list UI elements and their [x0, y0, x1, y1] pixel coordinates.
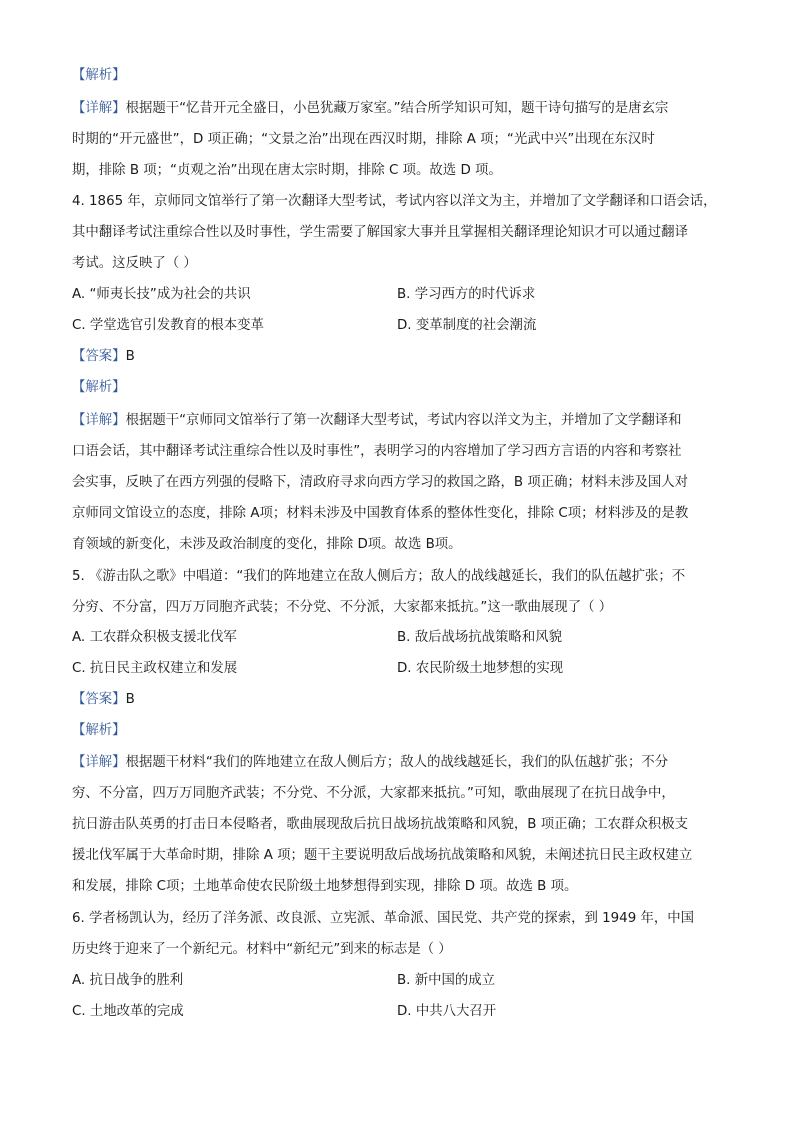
q5-stem-line-1: 5. 《游击队之歌》中唱道：“我们的阵地建立在敌人侧后方；敌人的战线越延长，我们的队伍越扩张；不	[72, 569, 686, 584]
q4-detail-line-5: 育领域的新变化，未涉及政治制度的变化，排除 D项。故选 B项。	[72, 537, 462, 552]
q3-analysis-label: 【解析】	[72, 68, 126, 83]
q4-detail-line-3: 会实事，反映了在西方列强的侵略下，清政府寻求向西方学习的救国之路，B 项正确；材料未涉及国人对	[72, 475, 689, 490]
q5-analysis-label: 【解析】	[72, 723, 126, 738]
q5-option-c: C. 抗日民主政权建立和发展	[72, 661, 238, 676]
q6-stem-line-1: 6. 学者杨凯认为，经历了洋务派、改良派、立宪派、革命派、国民党、共产党的探索，到 1949 年，中国	[72, 911, 695, 926]
q6-option-b: B. 新中国的成立	[397, 973, 496, 988]
q3-detail-label: 【详解】	[72, 101, 126, 116]
q5-detail-line-2: 穷、不分富，四万万同胞齐武装；不分党、不分派，大家都来抵抗。”可知，歌曲展现了在抗日战争中，	[72, 786, 675, 801]
q5-detail-line-5: 和发展，排除 C项；土地革命使农民阶级土地梦想得到实现，排除 D 项。故选 B 项。	[72, 879, 578, 894]
q4-stem-line-1: 4. 1865 年，京师同文馆举行了第一次翻译大型考试，考试内容以洋文为主，并增加了文学翻译和口语会话，	[72, 194, 717, 209]
q4-stem-line-2: 其中翻译考试注重综合性以及时事性，学生需要了解国家大事并且掌握相关翻译理论知识才可以通过翻译	[72, 225, 688, 240]
q4-option-d: D. 变革制度的社会潮流	[397, 318, 537, 333]
q5-detail-line-4: 援北伐军属于大革命时期，排除 A 项；题干主要说明敌后战场抗战策略和风貌，未阐述抗日民主政权建立	[72, 848, 693, 863]
q6-option-a: A. 抗日战争的胜利	[72, 973, 184, 988]
q5-detail-line-3: 抗日游击队英勇的打击日本侵略者，歌曲展现敌后抗日战场抗战策略和风貌，B 项正确；工农群众积极支	[72, 817, 689, 832]
q4-detail-label: 【详解】	[72, 413, 126, 428]
q4-detail-line-1: 【详解】根据题干“京师同文馆举行了第一次翻译大型考试，考试内容以洋文为主，并增加了文学翻译和	[72, 413, 682, 428]
q4-stem-line-3: 考试。这反映了（ ）	[72, 256, 197, 271]
q3-detail-line-3: 期，排除 B 项；“贞观之治”出现在唐太宗时期，排除 C 项。故选 D 项。	[72, 163, 502, 178]
q5-detail-line-1: 【详解】根据题干材料“我们的阵地建立在敌人侧后方；敌人的战线越延长，我们的队伍越扩张；不分	[72, 755, 669, 770]
q5-answer: 【答案】B	[72, 692, 135, 707]
q6-option-d: D. 中共八大召开	[397, 1004, 497, 1019]
q4-detail-line-2: 口语会话，其中翻译考试注重综合性以及时事性”，表明学习的内容增加了学习西方言语的内容和考察社	[72, 444, 682, 459]
q4-option-b: B. 学习西方的时代诉求	[397, 287, 536, 302]
q4-detail-line-4: 京师同文馆设立的态度，排除 A项；材料未涉及中国教育体系的整体性变化，排除 C项；材料涉及的是教	[72, 506, 689, 521]
q4-option-a: A. “师夷长技”成为社会的共识	[72, 287, 251, 302]
q4-analysis-label: 【解析】	[72, 380, 126, 395]
q5-detail-label: 【详解】	[72, 755, 126, 770]
q6-stem-line-2: 历史终于迎来了一个新纪元。材料中“新纪元”到来的标志是（ ）	[72, 942, 452, 957]
q5-option-b: B. 敌后战场抗战策略和风貌	[397, 630, 562, 645]
q4-answer: 【答案】B	[72, 349, 135, 364]
q3-detail-line-1: 【详解】根据题干“忆昔开元全盛日，小邑犹藏万家室。”结合所学知识可知，题干诗句描写的是唐玄宗	[72, 101, 669, 116]
q5-option-a: A. 工农群众积极支援北伐军	[72, 630, 237, 645]
q3-detail-line-2: 时期的“开元盛世”，D 项正确；“文景之治”出现在西汉时期，排除 A 项；“光武中兴”出现在东汉时	[72, 132, 655, 147]
q5-option-d: D. 农民阶级土地梦想的实现	[397, 661, 564, 676]
q6-option-c: C. 土地改革的完成	[72, 1004, 184, 1019]
q4-option-c: C. 学堂选官引发教育的根本变革	[72, 318, 264, 333]
q5-stem-line-2: 分穷、不分富，四万万同胞齐武装；不分党、不分派，大家都来抵抗。”这一歌曲展现了（ ）	[72, 600, 613, 615]
